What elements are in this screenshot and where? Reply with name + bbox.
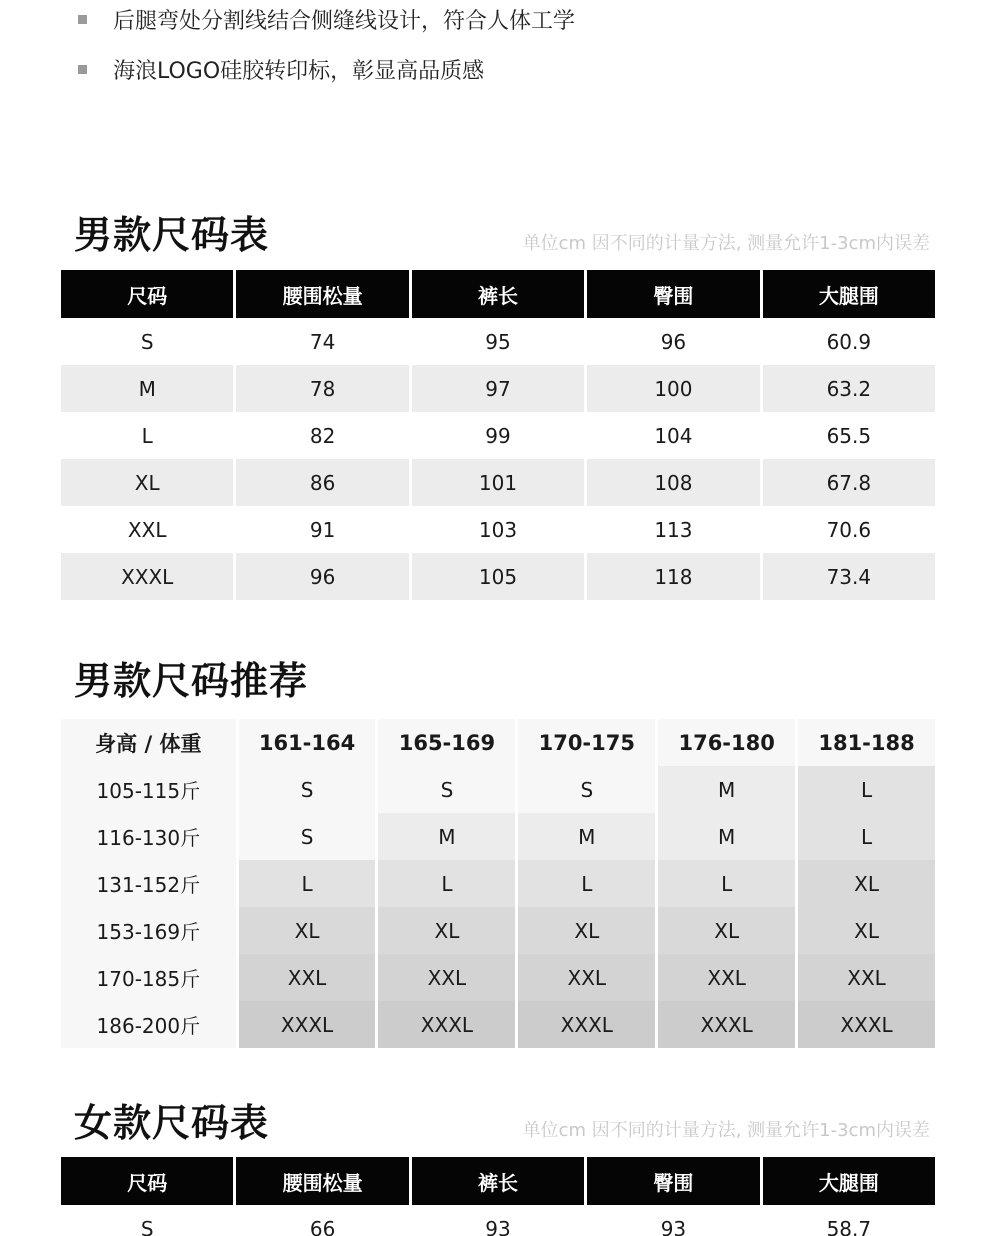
table-cell: 101 (412, 459, 584, 506)
table-cell: 73.4 (763, 553, 935, 600)
header-cell: 尺码 (61, 1157, 233, 1205)
size-cell: XXXL (378, 1001, 515, 1048)
header-cell: 裤长 (412, 1157, 584, 1205)
table-cell: XXXL (61, 553, 233, 600)
table-cell: 93 (660, 1216, 687, 1236)
size-cell: L (798, 813, 935, 860)
size-cell: XXXL (798, 1001, 935, 1048)
square-bullet-icon (78, 65, 87, 74)
size-cell: S (378, 766, 515, 813)
size-cell: L (798, 766, 935, 813)
table-row (61, 506, 935, 553)
size-cell: XXXL (518, 1001, 655, 1048)
size-cell: L (658, 860, 795, 907)
table-cell: 105 (412, 553, 584, 600)
height-header: 176-180 (658, 719, 795, 766)
size-cell: M (658, 813, 795, 860)
table-cell: S (140, 1216, 154, 1236)
table-cell: 70.6 (826, 517, 872, 542)
feature-item (78, 4, 575, 34)
table-cell: S (140, 329, 154, 354)
table-cell: 58.7 (826, 1216, 872, 1236)
men-size-table (61, 270, 935, 600)
table-cell: 74 (309, 329, 336, 354)
table-header-row (61, 1157, 935, 1205)
header-cell: 大腿围 (763, 270, 935, 318)
weight-label: 170-185斤 (61, 954, 236, 1001)
table-cell: 113 (654, 517, 693, 542)
women-size-table-title: 女款尺码表 (74, 1101, 270, 1145)
header-cell: 腰围松量 (236, 270, 408, 318)
table-cell: 118 (587, 553, 759, 600)
size-cell: S (518, 766, 655, 813)
recommend-row (61, 860, 935, 907)
table-cell: L (141, 423, 153, 448)
weight-label: 105-115斤 (61, 766, 236, 813)
table-cell: 66 (309, 1216, 336, 1236)
table-cell: 95 (485, 329, 511, 354)
table-row (61, 553, 935, 600)
table-cell: XL (61, 459, 233, 506)
recommend-row (61, 1001, 935, 1048)
women-size-table (61, 1157, 935, 1236)
table-cell: 60.9 (826, 329, 872, 354)
header-cell: 裤长 (412, 270, 584, 318)
recommend-row (61, 954, 935, 1001)
table-row (61, 318, 935, 365)
size-cell: XXXL (658, 1001, 795, 1048)
table-header-row (61, 270, 935, 318)
table-cell: 108 (587, 459, 759, 506)
table-cell: 91 (309, 517, 336, 542)
recommend-row (61, 766, 935, 813)
table-cell: XXL (127, 517, 167, 542)
feature-item (78, 54, 484, 84)
square-bullet-icon (78, 15, 87, 24)
height-header: 181-188 (798, 719, 935, 766)
size-cell: M (658, 766, 795, 813)
height-header: 165-169 (378, 719, 515, 766)
recommend-row (61, 907, 935, 954)
table-cell: 96 (660, 329, 687, 354)
header-cell: 大腿围 (763, 1157, 935, 1205)
men-recommend-title: 男款尺码推荐 (74, 659, 309, 703)
men-size-table-title: 男款尺码表 (74, 213, 270, 257)
recommend-row (61, 813, 935, 860)
size-cell: M (518, 813, 655, 860)
table-cell: 97 (412, 365, 584, 412)
table-cell: 103 (478, 517, 518, 542)
size-cell: S (239, 813, 376, 860)
table-cell: 93 (485, 1216, 511, 1236)
header-cell: 腰围松量 (236, 1157, 408, 1205)
men-recommend-table (61, 719, 935, 1048)
table-cell: 82 (309, 423, 336, 448)
size-cell: XXL (518, 954, 655, 1001)
header-cell: 臀围 (587, 270, 759, 318)
height-header: 161-164 (239, 719, 376, 766)
table-cell: 96 (236, 553, 408, 600)
size-cell: XXL (378, 954, 515, 1001)
size-cell: XL (658, 907, 795, 954)
size-cell: XXL (658, 954, 795, 1001)
size-cell: M (378, 813, 515, 860)
size-cell: XL (518, 907, 655, 954)
size-cell: L (518, 860, 655, 907)
size-cell: L (378, 860, 515, 907)
table-cell: 65.5 (826, 423, 872, 448)
size-cell: S (239, 766, 376, 813)
size-cell: XL (378, 907, 515, 954)
header-cell: 臀围 (587, 1157, 759, 1205)
table-cell: 78 (236, 365, 408, 412)
weight-label: 131-152斤 (61, 860, 236, 907)
women-unit-note: 单位cm 因不同的计量方法, 测量允许1-3cm内误差 (522, 1120, 930, 1141)
men-unit-note: 单位cm 因不同的计量方法, 测量允许1-3cm内误差 (522, 233, 930, 254)
table-row (61, 365, 935, 412)
table-row (61, 412, 935, 459)
header-cell: 尺码 (61, 270, 233, 318)
weight-label: 186-200斤 (61, 1001, 236, 1048)
table-cell: 86 (236, 459, 408, 506)
weight-label: 153-169斤 (61, 907, 236, 954)
size-cell: XXL (239, 954, 376, 1001)
recommend-header-row (61, 719, 935, 766)
table-cell: 67.8 (763, 459, 935, 506)
feature-text: 海浪LOGO硅胶转印标，彰显高品质感 (113, 58, 485, 84)
feature-text: 后腿弯处分割线结合侧缝线设计，符合人体工学 (113, 8, 576, 34)
corner-label: 身高 / 体重 (61, 719, 236, 766)
table-cell: M (61, 365, 233, 412)
size-cell: XXL (798, 954, 935, 1001)
size-cell: L (239, 860, 376, 907)
table-cell: 99 (485, 423, 511, 448)
table-cell: 104 (654, 423, 693, 448)
height-header: 170-175 (518, 719, 655, 766)
table-row (61, 1205, 935, 1236)
size-cell: XL (798, 860, 935, 907)
weight-label: 116-130斤 (61, 813, 236, 860)
table-cell: 100 (587, 365, 759, 412)
size-cell: XL (239, 907, 376, 954)
table-cell: 63.2 (763, 365, 935, 412)
size-cell: XXXL (239, 1001, 376, 1048)
size-cell: XL (798, 907, 935, 954)
table-row (61, 459, 935, 506)
